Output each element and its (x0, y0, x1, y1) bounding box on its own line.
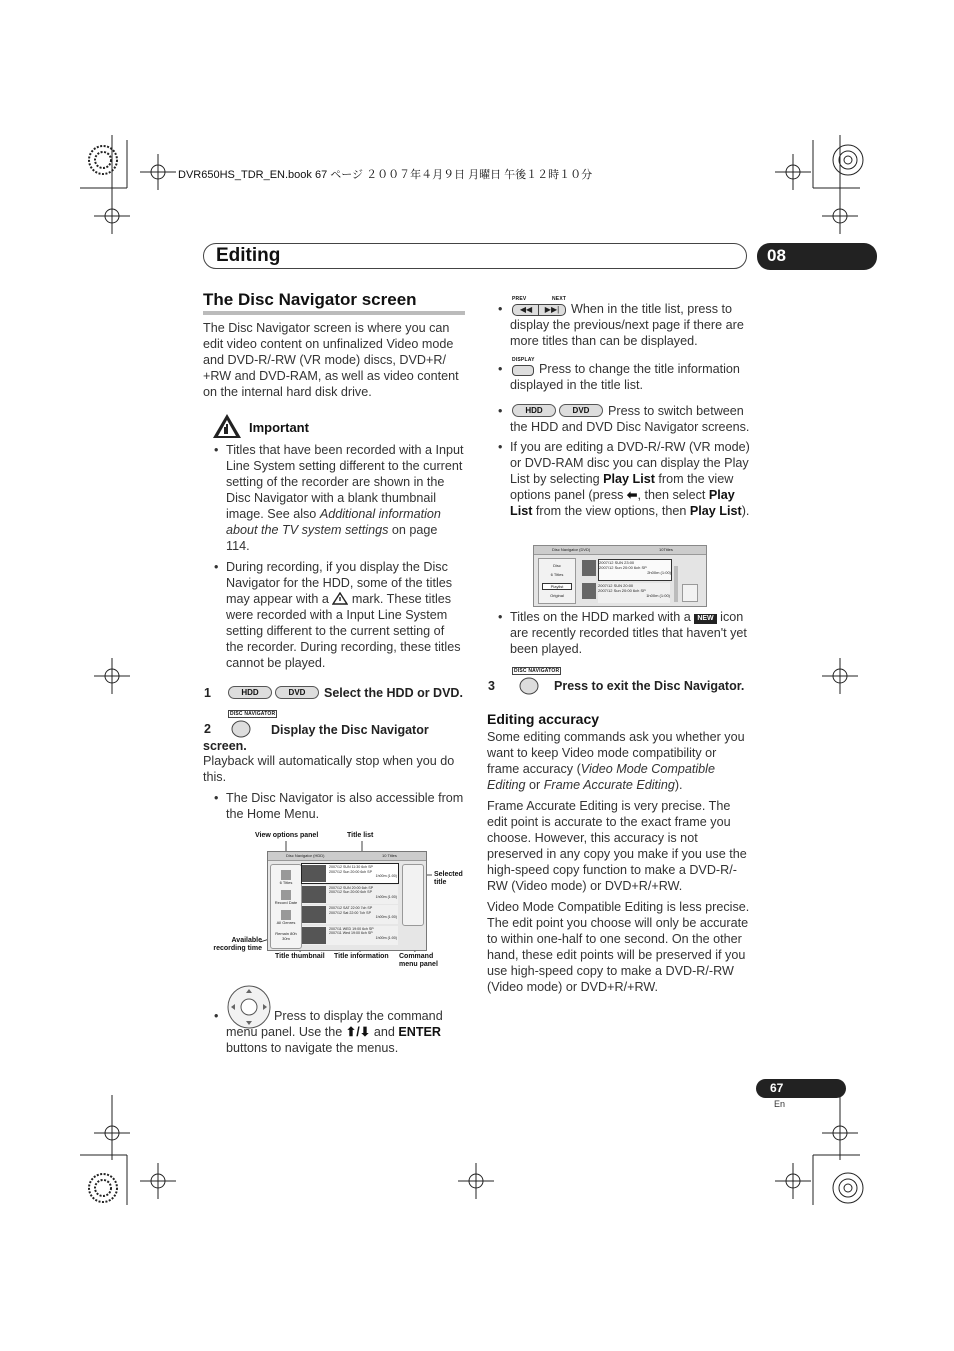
acc1-text-c: ). (674, 778, 683, 792)
diagram-row-duration: 1h00m (1:00) (375, 935, 397, 940)
diagram-title-row (302, 905, 398, 924)
diagram-view-options-panel (270, 864, 302, 949)
diagram-title-row (302, 885, 398, 904)
editing-accuracy-heading: Editing accuracy (487, 711, 600, 727)
diagram-row-duration: 1h00m (1:00) (375, 894, 397, 899)
disc-navigator-caption: DISC NAVIGATOR (230, 711, 276, 717)
hdd-button[interactable]: HDD (228, 686, 272, 699)
diagram-remain: Remain 80h 30m (275, 931, 297, 941)
chapter-header-bar (203, 243, 747, 269)
step-2-text: Display the Disc Navigator screen. (203, 723, 429, 753)
disc-navigator-caption-2: DISC NAVIGATOR (514, 668, 560, 674)
mini-row2-b: 2007/12 Sun 20:00 6ch SP (598, 588, 646, 593)
page-number-badge (756, 1079, 846, 1098)
acc1-italic-1: Video Mode Compatible Editing (487, 762, 715, 792)
hdd-switch-button[interactable]: HDD (512, 404, 556, 417)
diagram-opt3: All Genres (276, 920, 296, 925)
playlist-screen-image (533, 545, 707, 607)
next-caption: NEXT (552, 296, 567, 302)
warning-hand-icon (212, 412, 242, 440)
diagram-row-line-2: 2007/12 Sun 20:00 6ch SP (329, 890, 372, 894)
hdd-dvd-text: Press to switch between the HDD and DVD Disc Navigator screens. (510, 404, 750, 434)
step-1 (203, 685, 468, 703)
important-label: Important (249, 420, 309, 435)
accuracy-paragraph-3: Video Mode Compatible Editing is less precise. The edit point you choose will only be accurate to within one-half to one second. On the other hand, these edit points will be preserved if you use high-speed copy to make a DVD-R/-RW (Video mode) or DVD+R/+RW. (487, 900, 750, 994)
diagram-title-thumbnail (302, 886, 326, 903)
step-2-number: 2 (204, 722, 211, 736)
diagram-title-list (302, 864, 398, 947)
imp2-text-a: During recording, if you display the Disc Navigator for the HDD, some of the titles may appear with a (226, 560, 453, 606)
diagram-screen-count: 10 Titles (382, 853, 397, 858)
step-2-body: Playback will automatically stop when you do this. (203, 754, 455, 784)
page-number: 67 (770, 1081, 784, 1095)
label-available-time: Available recording time (213, 937, 262, 952)
mini-opt2: 6 Titles (550, 572, 564, 577)
section-heading: The Disc Navigator screen (203, 290, 417, 309)
diagram-row-line-1: 2007/12 SUN 20:00 6ch SP (329, 885, 374, 890)
step-3-text: Press to exit the Disc Navigator. (554, 679, 745, 693)
b4-text-a: If you are editing a DVD-R/-RW (VR mode) or DVD-RAM disc you can display the Play List by selecting (510, 440, 750, 486)
cmd-enter: ENTER (398, 1025, 442, 1039)
display-caption: DISPLAY (512, 357, 535, 363)
mini-row1-c: 2h00m (1:00) (647, 570, 671, 575)
diagram-title-thumbnail (302, 927, 326, 944)
page-language: En (774, 1099, 786, 1109)
diagram-row-line-2: 2007/12 Sat 22:00 7ch SP (329, 910, 371, 915)
diagram-row-line-1: 2007/11 WED 19:00 6ch SP (329, 926, 374, 931)
b4-text-d: from the view options, then (532, 504, 690, 518)
new-icon-bullet: • Titles on the HDD marked with a NEW icon are recently recorded titles that haven't yet been played. (498, 610, 747, 656)
step-1-text: Select the HDD or DVD. (324, 686, 463, 700)
accuracy-paragraph-1 (487, 729, 752, 793)
diagram-screen (267, 851, 427, 951)
step-2-bullet-text: The Disc Navigator is also accessible from the Home Menu. (226, 791, 464, 821)
diagram-row-line-2: 2007/11 Wed 19:00 6ch SP (329, 931, 373, 935)
mini-row2-a: 2007/12 SUN 20:00 (598, 583, 634, 588)
acc1-text-b: or (525, 778, 544, 792)
imp1-italic-ref: Additional information about the TV system settings (226, 507, 441, 537)
imp1-text-b: on page 114. (226, 523, 438, 553)
prev-caption: PREV (512, 296, 527, 302)
label-title-thumbnail: Title thumbnail (275, 953, 325, 960)
chapter-number: 08 (767, 246, 786, 265)
dvd-switch-button[interactable]: DVD (559, 404, 603, 417)
b4-playlist-3: Play List (689, 504, 742, 518)
diagram-title-row (302, 926, 398, 945)
command-menu-bullet: • Press to display the command menu panel. Use the ⬆/⬇ and ENTER buttons to navigate the menus. (214, 984, 466, 1064)
dvd-button[interactable]: DVD (275, 686, 319, 699)
label-view-options: View options panel (255, 832, 319, 839)
mini-row1-b: 2007/12 Sun 20:00 6ch SP (599, 565, 647, 570)
disc-navigator-exit-button-icon[interactable] (519, 677, 539, 695)
acc1-italic-2: Frame Accurate Editing (543, 778, 675, 792)
diagram-title-row (302, 864, 398, 883)
page-section-title: Editing (216, 245, 281, 266)
important-bullet-1: • Titles that have been recorded with a Input Line System setting different to the current setting of the recorder are shown in the Disc Navigator with a blank thumbnail image. See also Additional information about the TV system settings on page 114. (214, 443, 464, 553)
b5-text-a: Titles on the HDD marked with a (510, 610, 695, 624)
mini-header: Disc Navigator (DVD) (552, 547, 591, 552)
b4-text-e: ). (741, 504, 750, 518)
important-bullet-2: • During recording, if you display the Disc Navigator for the HDD, some of the titles may appear with a mark. These titles were recorded with a Input Line System setting different to the current setting of the recorder. During recording, these titles cannot be played. (214, 560, 461, 670)
cmd-arrows: ⬆/⬇ (345, 1025, 371, 1039)
mini-opt4: Original (550, 593, 564, 598)
step-3 (487, 667, 752, 697)
step-3-number: 3 (488, 679, 495, 693)
b4-left-arrow: ⬅ (626, 488, 638, 502)
cmd-text-a: Press to display the command menu panel. Use the (226, 1009, 443, 1039)
step-2-bullet: • The Disc Navigator is also accessible from the Home Menu. (214, 791, 464, 821)
diagram-row-duration: 1h00m (1:00) (375, 874, 397, 878)
b4-text-c: , then select (637, 488, 709, 502)
diagram-title-thumbnail (302, 906, 326, 923)
acc1-text-a: Some editing commands ask you whether you want to keep Video mode compatibility or frame accuracy ( (487, 730, 745, 776)
label-selected-title: Selected title (434, 871, 463, 886)
imp2-text-b: mark. These titles were recorded with a Input Line System setting different to the current setting of the recorder. During recording, these titles cannot be played. (226, 592, 461, 670)
mini-count: 10Titles (659, 547, 673, 552)
mini-opt1: Disc (553, 563, 561, 568)
playlist-bullet: • If you are editing a DVD-R/-RW (VR mode) or DVD-RAM disc you can display the Play List by selecting Play List from the view options panel (press ⬅, then select Play List from the view options, then Play List). (498, 440, 750, 518)
command-menu-text (226, 1008, 468, 1056)
print-header: DVR650HS_TDR_EN.book 67 ページ ２００７年４月９日 月曜日 午後１２時１０分 (178, 169, 593, 181)
diagram-title-thumbnail (302, 865, 326, 882)
step-1-number: 1 (204, 686, 211, 700)
mini-opt3: Playlist (542, 583, 572, 590)
label-title-list: Title list (347, 832, 374, 839)
diagram-opt2: Record Date (274, 900, 298, 905)
cmd-text-b: and (370, 1025, 399, 1039)
imp1-text-a: Titles that have been recorded with a Input Line System setting different to the current setting of the recorder are shown in the Disc Navigator with a blank thumbnail image. See also (226, 443, 464, 521)
diagram-command-panel (402, 864, 424, 926)
caution-triangle-icon (332, 592, 348, 605)
diagram-opt1: 6 Titles (279, 880, 293, 885)
label-command-menu: Command menu panel (399, 953, 438, 968)
accuracy-paragraph-2: Frame Accurate Editing is very precise. The edit point is accurate to the exact frame you choose. However, this accuracy is not preserved in any copy you make if you use the high-speed copy function to make a DVD-R/-RW (Video mode) or DVD+R/+RW. (487, 799, 747, 893)
b4-text-b: from the view options panel (press (510, 472, 734, 502)
next-button[interactable]: ▶▶| (538, 304, 566, 316)
new-badge-icon: NEW (694, 614, 716, 624)
diagram-row-duration: 1h00m (1:00) (375, 915, 397, 919)
diagram-screen-header: Disc Navigator (HDD) (286, 853, 325, 858)
b5-text-b: icon are recently recorded titles that haven't yet been played. (510, 610, 747, 656)
mini-row1-a: 2007/12 SUN 23:00 (599, 560, 635, 565)
mini-row2-c: 1h00m (1:00) (646, 593, 670, 598)
chapter-number-badge (757, 243, 877, 270)
intro-paragraph: The Disc Navigator screen is where you can edit video content on unfinalized Video mode and DVD-R/-RW (VR mode) discs, DVD+R/ +RW and DVD-RAM, as well as video content on the internal hard disk drive. (203, 321, 459, 399)
heading-rule (203, 311, 465, 315)
disc-navigator-diagram (200, 828, 470, 978)
diagram-row-line-2: 2007/12 Sun 20:00 6ch SP (329, 869, 372, 874)
prev-next-text: When in the title list, press to display the previous/next page if there are more titles than can be displayed. (510, 302, 744, 348)
prev-button[interactable]: ◀◀ (512, 304, 540, 316)
display-text: Press to change the title information displayed in the title list. (510, 362, 740, 392)
label-title-information: Title information (334, 953, 389, 960)
b4-playlist-1: Play List (603, 472, 655, 486)
diagram-row-line-1: 2007/12 SAT 22:00 7ch SP (329, 906, 373, 910)
cmd-text-c: buttons to navigate the menus. (226, 1041, 399, 1055)
b4-playlist-2: Play List (510, 488, 735, 518)
diagram-row-line-1: 2007/12 SUN 11:30 6ch SP (329, 865, 373, 869)
